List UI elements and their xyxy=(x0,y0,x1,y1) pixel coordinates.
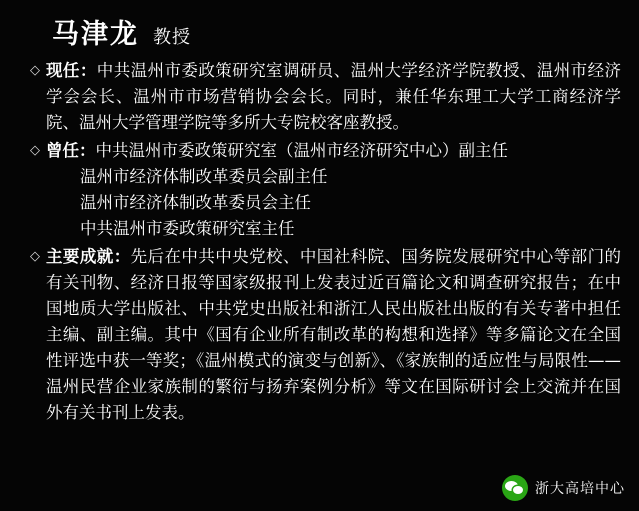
person-name: 马津龙 xyxy=(52,19,139,50)
watermark-label: 浙大高培中心 xyxy=(535,481,625,497)
bullet-text: 先后在中共中央党校、中国社科院、国务院发展研究中心等部门的有关刊物、经济日报等国家级报刊上发表过近百篇论文和调查研究报告；在中国地质大学出版社、中共党史出版社和浙江人民出版社出版的有关专著中担任主编、副主编。其中《国有企业所有制改革的构想和选择》等多篇论文在全国性评选中获一等奖；《温州模式的演变与创新》、《家族制的适应性与局限性——温州民营企业家族制的繁衍与扬弃案例分析》等文在国际研讨会上交流并在国外有关书刊上发表。 xyxy=(46,246,622,422)
list-item xyxy=(30,244,621,426)
bullet-subline: 温州市经济体制改革委员会主任 xyxy=(80,192,311,212)
bullet-subline: 中共温州市委政策研究室主任 xyxy=(80,218,295,238)
bullet-text: 中共温州市委政策研究室（温州市经济研究中心）副主任 xyxy=(95,140,508,160)
slide-title xyxy=(52,20,621,50)
person-rank: 教授 xyxy=(153,27,191,48)
bullet-lead: 现任： xyxy=(46,60,97,80)
watermark xyxy=(502,475,625,501)
bullet-list xyxy=(30,58,621,426)
bullet-subline: 温州市经济体制改革委员会副主任 xyxy=(80,166,328,186)
bullet-body xyxy=(46,244,621,426)
wechat-icon xyxy=(502,475,528,501)
bullet-text: 中共温州市委政策研究室调研员、温州大学经济学院教授、温州市经济学会会长、温州市市场营销协会会长。同时，兼任华东理工大学工商经济学院、温州大学管理学院等多所大专院校客座教授。 xyxy=(46,60,622,132)
diamond-bullet-icon: ◇ xyxy=(30,142,40,158)
bullet-lead: 曾任： xyxy=(46,140,96,160)
diamond-bullet-icon: ◇ xyxy=(30,248,40,264)
list-item xyxy=(30,138,621,242)
bullet-lead: 主要成就： xyxy=(46,246,131,266)
bullet-body xyxy=(46,138,621,242)
bullet-body xyxy=(46,58,621,136)
diamond-bullet-icon: ◇ xyxy=(30,62,40,78)
list-item xyxy=(30,58,621,136)
